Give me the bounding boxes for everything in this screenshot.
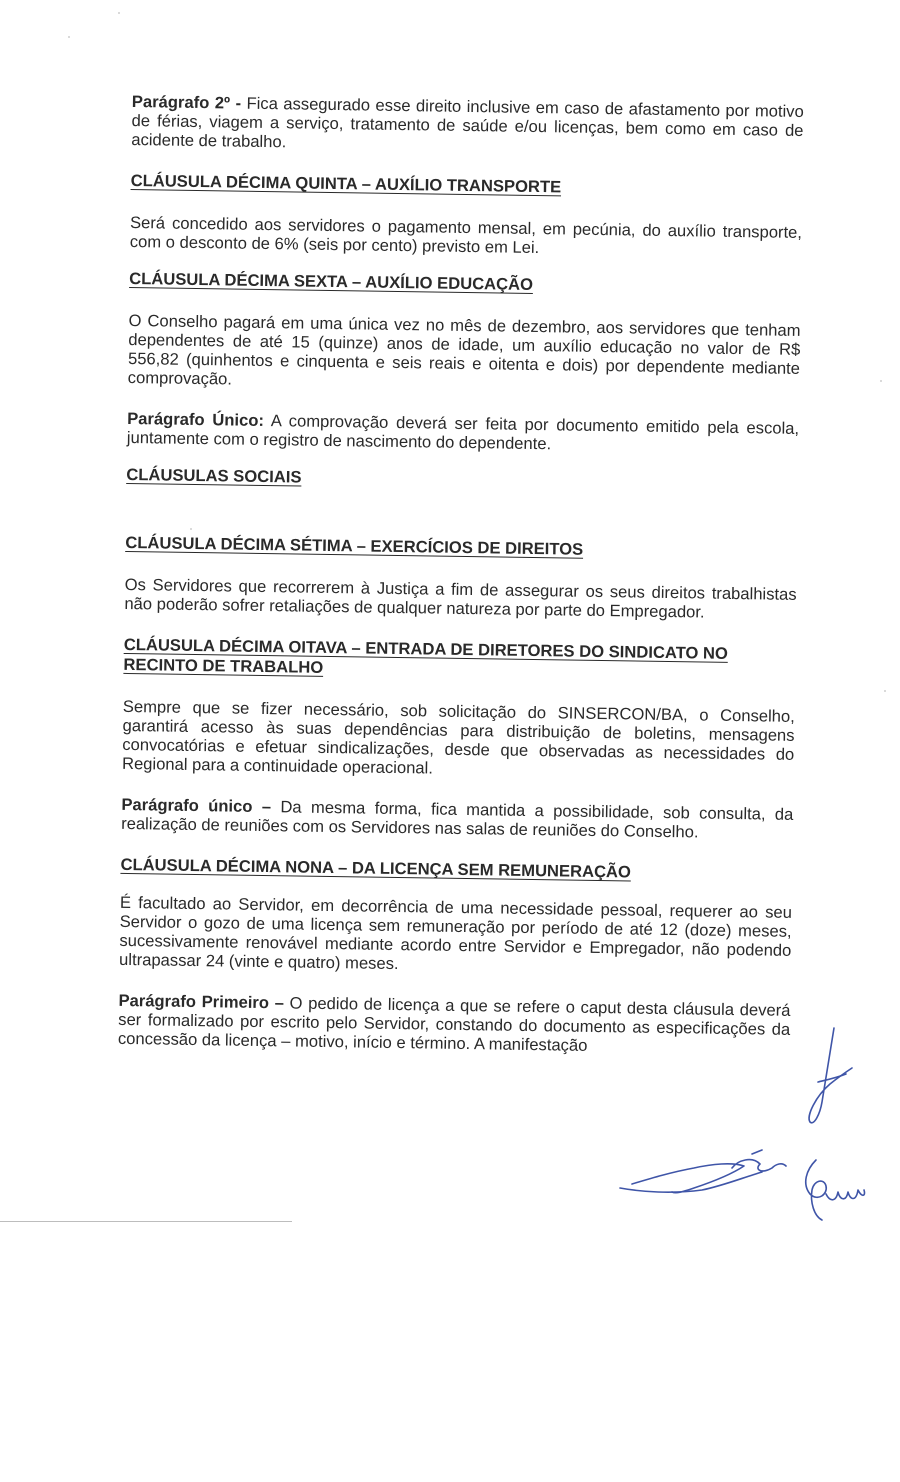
heading-clausula-15: CLÁUSULA DÉCIMA QUINTA – AUXÍLIO TRANSPORTE	[130, 170, 562, 197]
scan-speck	[190, 528, 192, 530]
signature-2	[792, 1150, 872, 1230]
scan-speck	[884, 690, 886, 692]
paragraph-exercicios-direitos: Os Servidores que recorrerem à Justiça a fim de assegurar os seus direitos trabalhistas não poderão sofrer retaliações de qualquer natureza por parte do Empregador.	[124, 574, 797, 622]
paragraph-licenca-sem-remuneracao: É facultado ao Servidor, em decorrência de uma necessidade pessoal, requerer ao seu Servidor o gozo de uma licença sem remuneração por período de até 12 (doze) meses, sucessivamente renovável mediante acordo entre Servidor e Empregador, não podendo ultrapassar 24 (vinte e quatro) meses.	[118, 892, 793, 974]
heading-clausula-19: CLÁUSULA DÉCIMA NONA – DA LICENÇA SEM REMUNERAÇÃO	[120, 854, 632, 882]
scan-speck	[68, 36, 70, 38]
margin-initial-signature	[800, 1022, 860, 1132]
paragraph-auxilio-transporte: Será concedido aos servidores o pagamento mensal, em pecúnia, do auxílio transporte, com o desconto de 6% (seis por cento) previsto em Lei.	[129, 212, 803, 258]
paragraph-text: O pedido de licença a que se refere o caput desta cláusula deverá ser formalizado por escrito pelo Servidor, constando do documento as especificações da concessão da licença – motivo, início e término. A manifestação	[117, 993, 791, 1055]
paragraph-primeiro-pedido	[118, 991, 791, 1058]
paragraph-text: A comprovação deverá ser feita por documento emitido pela escola, juntamente com o registro de nascimento do dependente.	[126, 410, 800, 454]
paragraph-entrada-diretores: Sempre que se fizer necessário, sob solicitação do SINSERCON/BA, o Conselho, garantirá acesso às suas dependências para distribuição de boletins, mensagens convocatórias e efetuar sindicalizações, desde que observadas as necessidades do Regional para a continuidade operacional.	[121, 696, 795, 778]
paragraph-auxilio-educacao: O Conselho pagará em uma única vez no mês de dezembro, aos servidores que tenham dependentes de até 15 (quinze) anos de idade, um auxílio educação no valor de R$ 556,82 (quinhentos e cinquenta e seis reais e oitenta e dois) por dependente mediante comprovação.	[127, 310, 801, 389]
heading-clausula-17: CLÁUSULA DÉCIMA SÉTIMA – EXERCÍCIOS DE DIREITOS	[125, 532, 584, 559]
paragraph-lead: Parágrafo Primeiro –	[118, 990, 285, 1013]
paragraph-lead: Parágrafo único –	[121, 794, 272, 817]
scan-speck	[118, 12, 120, 14]
footer-rule	[0, 1221, 292, 1222]
document-body	[118, 92, 804, 1058]
paragraph-lead: Parágrafo 2º -	[131, 92, 242, 113]
scan-speck	[880, 380, 882, 382]
paragraph-lead: Parágrafo Único:	[127, 408, 265, 430]
heading-clausula-18: CLÁUSULA DÉCIMA OITAVA – ENTRADA DE DIRETORES DO SINDICATO NO RECINTO DE TRABALHO	[123, 634, 729, 677]
paragraph-unico-comprovacao	[127, 409, 799, 457]
heading-clausulas-sociais: CLÁUSULAS SOCIAIS	[126, 464, 302, 487]
paragraph-unico-reunioes	[121, 795, 793, 843]
paragraph-text: Fica assegurado esse direito inclusive em caso de afastamento por motivo de férias, viagem a serviço, tratamento de saúde e/ou licenças, bem como em caso de acidente de trabalho.	[131, 93, 804, 152]
paragraph-text: Da mesma forma, fica mantida a possibilidade, sob consulta, da realização de reuniões com os Servidores nas salas de reuniões do Conselho.	[121, 797, 794, 842]
signature-1	[612, 1148, 792, 1208]
heading-clausula-16: CLÁUSULA DÉCIMA SEXTA – AUXÍLIO EDUCAÇÃO	[129, 268, 534, 294]
paragraph-segundo	[131, 92, 804, 159]
